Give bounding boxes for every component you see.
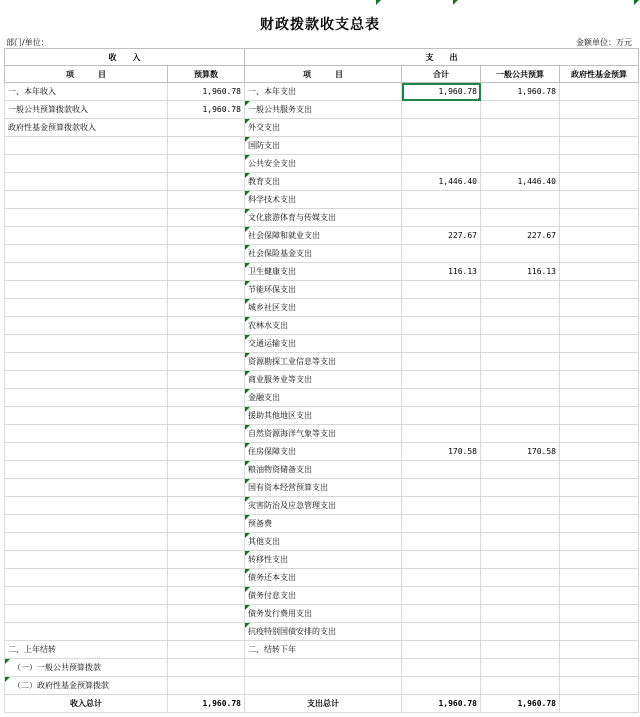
income-item-cell[interactable]: （二）政府性基金预算拨款: [5, 677, 168, 695]
expense-general-cell[interactable]: 1,446.40: [481, 173, 560, 191]
expense-fund-cell[interactable]: [560, 461, 639, 479]
expense-item-cell[interactable]: 节能环保支出: [245, 281, 402, 299]
income-budget-header[interactable]: 预算数: [168, 66, 245, 83]
expense-item-cell[interactable]: 资源勘探工业信息等支出: [245, 353, 402, 371]
income-item-cell[interactable]: [5, 281, 168, 299]
expense-item-cell[interactable]: [245, 677, 402, 695]
expense-general-sum[interactable]: 1,960.78: [481, 695, 560, 713]
income-item-cell[interactable]: [5, 461, 168, 479]
expense-item-cell[interactable]: 粮油物资储备支出: [245, 461, 402, 479]
table-row: [5, 299, 639, 317]
table-row: [5, 461, 639, 479]
expense-item-cell[interactable]: 抗疫特别国债安排的支出: [245, 623, 402, 641]
table-row: [5, 281, 639, 299]
expense-fund-cell[interactable]: [560, 191, 639, 209]
expense-general-cell[interactable]: [481, 515, 560, 533]
table-row: [5, 227, 639, 245]
page-title: 财政拨款收支总表: [260, 17, 380, 33]
expense-fund-cell[interactable]: [560, 533, 639, 551]
income-item-header[interactable]: 项 目: [5, 66, 168, 83]
table-row: [5, 209, 639, 227]
expense-item-cell[interactable]: 科学技术支出: [245, 191, 402, 209]
income-budget-cell[interactable]: [168, 623, 245, 641]
expense-total-cell[interactable]: [402, 353, 481, 371]
expense-general-cell[interactable]: [481, 551, 560, 569]
header-row-groups: [5, 49, 639, 66]
expense-fund-cell[interactable]: [560, 497, 639, 515]
income-budget-cell[interactable]: [168, 353, 245, 371]
expense-total-cell[interactable]: [402, 335, 481, 353]
expense-fund-cell[interactable]: [560, 209, 639, 227]
expense-general-cell[interactable]: [481, 533, 560, 551]
expense-general-cell[interactable]: [481, 299, 560, 317]
income-total-label[interactable]: 收入总计: [5, 695, 168, 713]
expense-fund-cell[interactable]: [560, 317, 639, 335]
income-item-cell[interactable]: 政府性基金预算拨款收入: [5, 119, 168, 137]
income-budget-cell[interactable]: [168, 317, 245, 335]
expense-fund-cell[interactable]: [560, 173, 639, 191]
income-budget-cell[interactable]: [168, 119, 245, 137]
table-row: [5, 353, 639, 371]
expense-general-cell[interactable]: [481, 281, 560, 299]
income-budget-cell[interactable]: [168, 371, 245, 389]
expense-total-cell[interactable]: 1,960.78: [402, 83, 481, 101]
expense-fund-cell[interactable]: [560, 443, 639, 461]
table-row: [5, 119, 639, 137]
expense-total-cell[interactable]: [402, 569, 481, 587]
income-budget-cell[interactable]: [168, 263, 245, 281]
expense-general-cell[interactable]: [481, 425, 560, 443]
expense-total-cell[interactable]: 227.67: [402, 227, 481, 245]
income-item-cell[interactable]: [5, 551, 168, 569]
expense-total-cell[interactable]: [402, 155, 481, 173]
income-item-cell[interactable]: [5, 569, 168, 587]
table-row: [5, 533, 639, 551]
expense-fund-cell[interactable]: [560, 479, 639, 497]
income-item-cell[interactable]: [5, 623, 168, 641]
expense-total-cell[interactable]: [402, 281, 481, 299]
income-budget-cell[interactable]: [168, 425, 245, 443]
expense-general-cell[interactable]: [481, 623, 560, 641]
expense-total-header[interactable]: 合计: [402, 66, 481, 83]
cell-marker-icon: [453, 0, 458, 5]
expense-fund-cell[interactable]: [560, 137, 639, 155]
expense-total-cell[interactable]: [402, 677, 481, 695]
expense-total-cell[interactable]: [402, 407, 481, 425]
income-budget-cell[interactable]: [168, 461, 245, 479]
expense-total-cell[interactable]: [402, 137, 481, 155]
expense-fund-sum[interactable]: [560, 695, 639, 713]
expense-general-cell[interactable]: [481, 569, 560, 587]
department-label: 部门/单位：: [6, 38, 49, 47]
income-item-cell[interactable]: [5, 299, 168, 317]
expense-fund-cell[interactable]: [560, 119, 639, 137]
expense-group-header[interactable]: 支 出: [245, 49, 639, 66]
expense-total-cell[interactable]: [402, 101, 481, 119]
expense-total-cell[interactable]: 170.58: [402, 443, 481, 461]
table-row: [5, 623, 639, 641]
table-row: [5, 569, 639, 587]
income-budget-cell[interactable]: [168, 281, 245, 299]
income-item-cell[interactable]: [5, 497, 168, 515]
income-item-cell[interactable]: [5, 245, 168, 263]
expense-total-cell[interactable]: [402, 299, 481, 317]
expense-general-cell[interactable]: [481, 479, 560, 497]
expense-item-cell[interactable]: 金融支出: [245, 389, 402, 407]
expense-fund-cell[interactable]: [560, 389, 639, 407]
expense-fund-cell[interactable]: [560, 263, 639, 281]
expense-fund-cell[interactable]: [560, 245, 639, 263]
expense-general-cell[interactable]: [481, 155, 560, 173]
expense-fund-cell[interactable]: [560, 515, 639, 533]
expense-total-cell[interactable]: [402, 317, 481, 335]
income-budget-cell[interactable]: [168, 587, 245, 605]
expense-general-cell[interactable]: [481, 389, 560, 407]
income-budget-cell[interactable]: [168, 299, 245, 317]
expense-general-cell[interactable]: [481, 191, 560, 209]
table-row: [5, 407, 639, 425]
income-budget-cell[interactable]: [168, 173, 245, 191]
expense-fund-cell[interactable]: [560, 587, 639, 605]
expense-general-cell[interactable]: 227.67: [481, 227, 560, 245]
income-budget-cell[interactable]: [168, 515, 245, 533]
table-row: [5, 191, 639, 209]
table-row: [5, 389, 639, 407]
expense-item-cell[interactable]: 公共安全支出: [245, 155, 402, 173]
expense-general-cell[interactable]: [481, 335, 560, 353]
table-row: [5, 479, 639, 497]
income-budget-cell[interactable]: [168, 245, 245, 263]
table-row: [5, 137, 639, 155]
expense-fund-cell[interactable]: [560, 371, 639, 389]
expense-total-cell[interactable]: [402, 605, 481, 623]
income-item-cell[interactable]: 一、本年收入: [5, 83, 168, 101]
expense-item-cell[interactable]: 外交支出: [245, 119, 402, 137]
expense-item-cell[interactable]: 转移性支出: [245, 551, 402, 569]
expense-general-cell[interactable]: [481, 119, 560, 137]
income-item-cell[interactable]: [5, 533, 168, 551]
income-budget-cell[interactable]: [168, 407, 245, 425]
budget-table: [4, 48, 639, 713]
table-row: [5, 443, 639, 461]
income-item-cell[interactable]: [5, 515, 168, 533]
expense-total-cell[interactable]: [402, 515, 481, 533]
expense-total-cell[interactable]: [402, 641, 481, 659]
income-item-cell[interactable]: [5, 479, 168, 497]
expense-general-cell[interactable]: [481, 659, 560, 677]
expense-general-cell[interactable]: [481, 587, 560, 605]
expense-item-cell[interactable]: 二、结转下年: [245, 641, 402, 659]
expense-item-cell[interactable]: 自然资源海洋气象等支出: [245, 425, 402, 443]
amount-unit-label: 金额单位：万元: [576, 38, 632, 47]
income-budget-cell[interactable]: [168, 641, 245, 659]
expense-fund-cell[interactable]: [560, 299, 639, 317]
expense-fund-cell[interactable]: [560, 335, 639, 353]
income-budget-cell[interactable]: [168, 389, 245, 407]
expense-general-cell[interactable]: [481, 605, 560, 623]
income-budget-cell[interactable]: [168, 191, 245, 209]
expense-item-cell[interactable]: 卫生健康支出: [245, 263, 402, 281]
expense-item-cell[interactable]: 社会保障和就业支出: [245, 227, 402, 245]
header-row-columns: [5, 66, 639, 83]
expense-item-cell[interactable]: 社会保险基金支出: [245, 245, 402, 263]
table-row: [5, 587, 639, 605]
budget-table-body: [5, 49, 639, 713]
income-item-cell[interactable]: [5, 263, 168, 281]
income-budget-cell[interactable]: [168, 335, 245, 353]
income-budget-cell[interactable]: [168, 569, 245, 587]
expense-fund-cell[interactable]: [560, 605, 639, 623]
expense-general-cell[interactable]: [481, 407, 560, 425]
income-item-cell[interactable]: [5, 335, 168, 353]
expense-total-cell[interactable]: [402, 371, 481, 389]
income-item-cell[interactable]: [5, 389, 168, 407]
expense-general-cell[interactable]: [481, 317, 560, 335]
expense-total-cell[interactable]: [402, 119, 481, 137]
income-budget-cell[interactable]: [168, 497, 245, 515]
table-row: [5, 497, 639, 515]
expense-item-cell[interactable]: 商业服务业等支出: [245, 371, 402, 389]
expense-item-cell[interactable]: 文化旅游体育与传媒支出: [245, 209, 402, 227]
expense-total-cell[interactable]: 116.13: [402, 263, 481, 281]
expense-total-cell[interactable]: [402, 461, 481, 479]
expense-total-cell[interactable]: [402, 479, 481, 497]
expense-general-cell[interactable]: 116.13: [481, 263, 560, 281]
expense-fund-cell[interactable]: [560, 551, 639, 569]
expense-total-label[interactable]: 支出总计: [245, 695, 402, 713]
expense-item-cell[interactable]: 债务付息支出: [245, 587, 402, 605]
income-budget-cell[interactable]: [168, 659, 245, 677]
table-row: [5, 551, 639, 569]
expense-general-cell[interactable]: [481, 101, 560, 119]
table-row: [5, 263, 639, 281]
income-budget-cell[interactable]: [168, 209, 245, 227]
expense-fund-cell[interactable]: [560, 353, 639, 371]
expense-item-cell[interactable]: 一、本年支出: [245, 83, 402, 101]
expense-item-cell[interactable]: 国有资本经营预算支出: [245, 479, 402, 497]
expense-fund-header[interactable]: 政府性基金预算: [560, 66, 639, 83]
table-row: [5, 317, 639, 335]
expense-total-cell[interactable]: [402, 497, 481, 515]
expense-fund-cell[interactable]: [560, 407, 639, 425]
income-budget-cell[interactable]: 1,960.78: [168, 101, 245, 119]
income-item-cell[interactable]: [5, 137, 168, 155]
expense-general-cell[interactable]: [481, 353, 560, 371]
expense-item-header[interactable]: 项 目: [245, 66, 402, 83]
expense-total-cell[interactable]: [402, 587, 481, 605]
expense-item-cell[interactable]: 一般公共服务支出: [245, 101, 402, 119]
expense-fund-cell[interactable]: [560, 155, 639, 173]
table-row: [5, 173, 639, 191]
expense-item-cell[interactable]: 农林水支出: [245, 317, 402, 335]
income-total-value[interactable]: 1,960.78: [168, 695, 245, 713]
table-row: [5, 641, 639, 659]
expense-item-cell[interactable]: 债务还本支出: [245, 569, 402, 587]
expense-total-cell[interactable]: [402, 659, 481, 677]
expense-item-cell[interactable]: 灾害防治及应急管理支出: [245, 497, 402, 515]
income-item-cell[interactable]: [5, 173, 168, 191]
expense-item-cell[interactable]: 预备费: [245, 515, 402, 533]
table-row: [5, 101, 639, 119]
table-row: [5, 659, 639, 677]
expense-general-cell[interactable]: [481, 461, 560, 479]
income-item-cell[interactable]: [5, 371, 168, 389]
expense-item-cell[interactable]: [245, 659, 402, 677]
income-item-cell[interactable]: 一般公共预算拨款收入: [5, 101, 168, 119]
income-budget-cell[interactable]: [168, 137, 245, 155]
income-budget-cell[interactable]: 1,960.78: [168, 83, 245, 101]
income-item-cell[interactable]: [5, 443, 168, 461]
expense-general-cell[interactable]: [481, 371, 560, 389]
expense-item-cell[interactable]: 教育支出: [245, 173, 402, 191]
expense-fund-cell[interactable]: [560, 659, 639, 677]
expense-total-sum[interactable]: 1,960.78: [402, 695, 481, 713]
income-item-cell[interactable]: [5, 227, 168, 245]
expense-fund-cell[interactable]: [560, 101, 639, 119]
expense-item-cell[interactable]: 城乡社区支出: [245, 299, 402, 317]
table-row: [5, 605, 639, 623]
income-budget-cell[interactable]: [168, 533, 245, 551]
income-item-cell[interactable]: [5, 209, 168, 227]
expense-total-cell[interactable]: [402, 191, 481, 209]
expense-general-cell[interactable]: 1,960.78: [481, 83, 560, 101]
income-item-cell[interactable]: 二、上年结转: [5, 641, 168, 659]
income-budget-cell[interactable]: [168, 479, 245, 497]
expense-general-cell[interactable]: [481, 209, 560, 227]
expense-fund-cell[interactable]: [560, 569, 639, 587]
expense-fund-cell[interactable]: [560, 641, 639, 659]
cell-marker-icon: [376, 0, 381, 5]
cell-marker-icon: [634, 0, 639, 5]
income-item-cell[interactable]: [5, 587, 168, 605]
expense-total-cell[interactable]: [402, 623, 481, 641]
expense-total-cell[interactable]: [402, 533, 481, 551]
expense-item-cell[interactable]: 援助其他地区支出: [245, 407, 402, 425]
income-group-header[interactable]: 收 入: [5, 49, 245, 66]
table-row: [5, 425, 639, 443]
income-budget-cell[interactable]: [168, 605, 245, 623]
table-row: [5, 335, 639, 353]
income-item-cell[interactable]: [5, 407, 168, 425]
income-item-cell[interactable]: （一）一般公共预算拨款: [5, 659, 168, 677]
expense-general-cell[interactable]: [481, 137, 560, 155]
income-budget-cell[interactable]: [168, 443, 245, 461]
income-budget-cell[interactable]: [168, 155, 245, 173]
expense-total-cell[interactable]: [402, 245, 481, 263]
expense-general-cell[interactable]: [481, 497, 560, 515]
expense-total-cell[interactable]: 1,446.40: [402, 173, 481, 191]
expense-fund-cell[interactable]: [560, 425, 639, 443]
table-row: [5, 677, 639, 695]
expense-general-cell[interactable]: [481, 641, 560, 659]
expense-fund-cell[interactable]: [560, 623, 639, 641]
income-budget-cell[interactable]: [168, 227, 245, 245]
expense-total-cell[interactable]: [402, 551, 481, 569]
expense-fund-cell[interactable]: [560, 83, 639, 101]
expense-total-cell[interactable]: [402, 425, 481, 443]
expense-fund-cell[interactable]: [560, 677, 639, 695]
income-item-cell[interactable]: [5, 353, 168, 371]
income-budget-cell[interactable]: [168, 677, 245, 695]
income-item-cell[interactable]: [5, 155, 168, 173]
expense-item-cell[interactable]: 国防支出: [245, 137, 402, 155]
expense-general-cell[interactable]: [481, 245, 560, 263]
expense-total-cell[interactable]: [402, 209, 481, 227]
income-item-cell[interactable]: [5, 191, 168, 209]
income-item-cell[interactable]: [5, 605, 168, 623]
expense-total-cell[interactable]: [402, 389, 481, 407]
expense-item-cell[interactable]: 债务发行费用支出: [245, 605, 402, 623]
expense-item-cell[interactable]: 住房保障支出: [245, 443, 402, 461]
expense-general-cell[interactable]: 170.58: [481, 443, 560, 461]
table-row: [5, 245, 639, 263]
table-row: [5, 155, 639, 173]
expense-item-cell[interactable]: 其他支出: [245, 533, 402, 551]
expense-fund-cell[interactable]: [560, 227, 639, 245]
expense-general-header[interactable]: 一般公共预算: [481, 66, 560, 83]
expense-general-cell[interactable]: [481, 677, 560, 695]
table-row: [5, 83, 639, 101]
income-item-cell[interactable]: [5, 317, 168, 335]
table-row: [5, 515, 639, 533]
expense-item-cell[interactable]: 交通运输支出: [245, 335, 402, 353]
totals-row: [5, 695, 639, 713]
table-row: [5, 371, 639, 389]
income-item-cell[interactable]: [5, 425, 168, 443]
expense-fund-cell[interactable]: [560, 281, 639, 299]
income-budget-cell[interactable]: [168, 551, 245, 569]
